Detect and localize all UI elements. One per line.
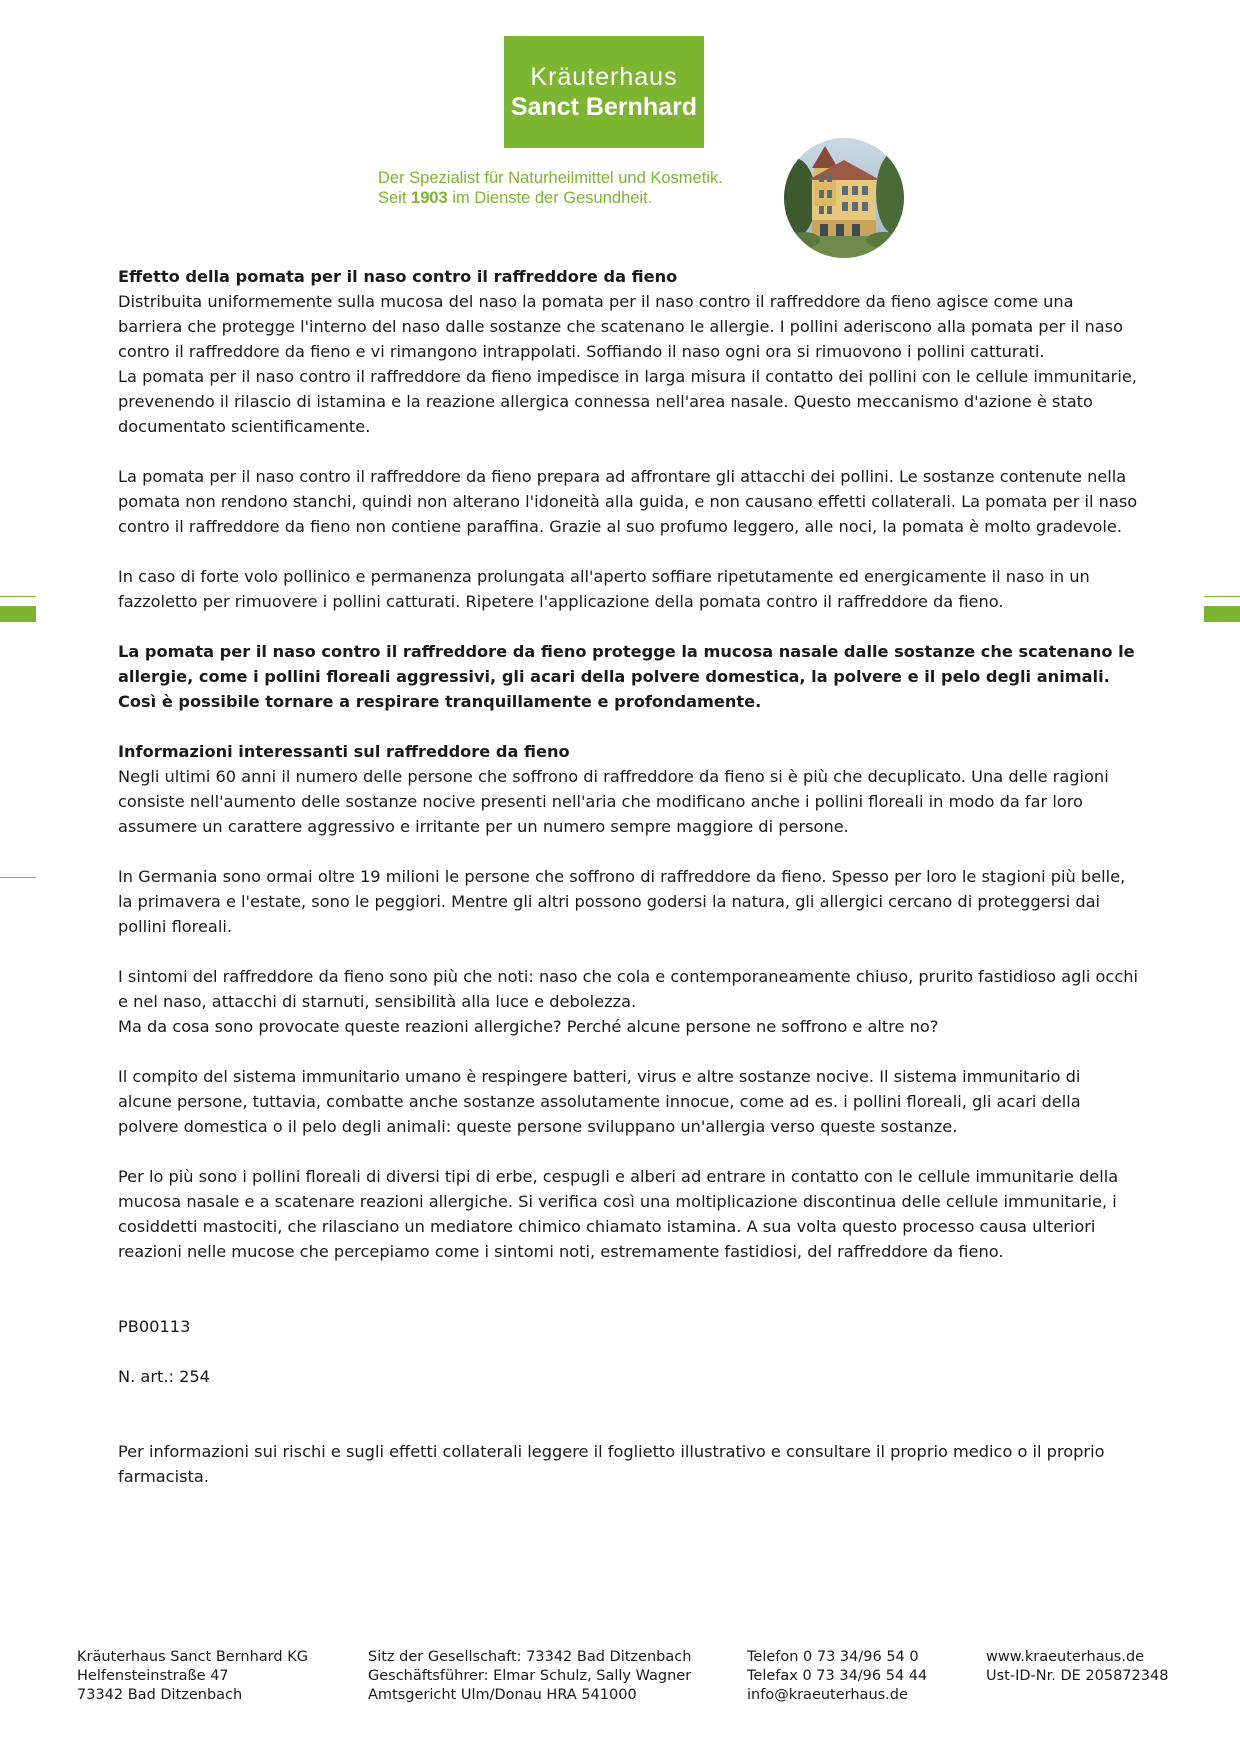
left-punch-mark-line xyxy=(0,877,36,878)
footer-city: 73342 Bad Ditzenbach xyxy=(77,1687,243,1703)
paragraph-germany: In Germania sono ormai oltre 19 milioni le persone che soffrono di raffreddore da fieno. Spesso per loro le stagioni più belle, la primavera e l'estate, sono le peggiori. Mentre gli altri possono godersi la natura, gli allergici cercano di proteggersi dai pollini floreali. xyxy=(118,867,1126,936)
logo-line-2: Sanct Bernhard xyxy=(510,93,698,121)
paragraph-increase: Negli ultimi 60 anni il numero delle persone che soffrono di raffreddore da fieno si è più che decuplicato. Una delle ragioni consiste nell'aumento delle sostanze nocive presenti nell'aria che modificano anche i pollini floreali in modo da far loro assumere un carattere aggressivo e irritante per un numero sempre maggiore di persone. xyxy=(118,767,1109,836)
house-photo xyxy=(784,138,904,258)
paragraph-protection-summary: La pomata per il naso contro il raffreddore da fieno protegge la mucosa nasale dalle sostanze che scatenano le allergie, come i pollini floreali aggressivi, gli acari della polvere domestica, la polvere e il pelo degli animali. Così è possibile tornare a respirare tranquillamente e profondamente. xyxy=(118,642,1135,711)
paragraph-symptoms: I sintomi del raffreddore da fieno sono più che noti: naso che cola e contemporaneamente chiuso, prurito fastidioso agli occhi e nel naso, attacchi di starnuti, sensibilità alla luce e debolezza. xyxy=(118,967,1138,1011)
paragraph-immune-contact: La pomata per il naso contro il raffreddore da fieno impedisce in larga misura il contatto dei pollini con le cellule immunitarie, prevenendo il rilascio di istamina e la reazione allergica connessa nell'area nasale. Questo meccanismo d'azione è stato documentato scientificamente. xyxy=(118,367,1137,436)
left-fold-mark xyxy=(0,606,36,622)
paragraph-usage: In caso di forte volo pollinico e permanenza prolungata all'aperto soffiare ripetutamente ed energicamente il naso in un fazzoletto per rimuovere i pollini catturati. Ripetere l'applicazione della pomata contro il raffreddore da fieno. xyxy=(118,567,1090,611)
footer-street: Helfensteinstraße 47 xyxy=(77,1668,229,1684)
footer-website: www.kraeuterhaus.de xyxy=(986,1649,1145,1665)
footer-fax: Telefax 0 73 34/96 54 44 xyxy=(747,1668,928,1684)
right-fold-mark-line xyxy=(1204,596,1240,597)
footer-web xyxy=(986,1648,1168,1686)
left-fold-mark-line xyxy=(0,596,36,597)
right-fold-mark xyxy=(1204,606,1240,622)
paragraph-immune-system: Il compito del sistema immunitario umano è respingere batteri, virus e altre sostanze nocive. Il sistema immunitario di alcune persone, tuttavia, combatte anche sostanze assolutamente innocue, come ad es. i pollini floreali, gli acari della polvere domestica o il pelo degli animali: queste persone sviluppano un'allergia verso queste sostanze. xyxy=(118,1067,1081,1136)
footer-legal xyxy=(368,1648,691,1705)
tagline-line-2-after: im Dienste der Gesundheit. xyxy=(447,189,653,207)
disclaimer: Per informazioni sui rischi e sugli effetti collaterali leggere il foglietto illustrativo e consultare il proprio medico o il proprio farmacista. xyxy=(118,1442,1105,1486)
tagline-line-2-before: Seit xyxy=(378,189,412,207)
footer-managers: Geschäftsführer: Elmar Schulz, Sally Wagner xyxy=(368,1668,692,1684)
paragraph-question: Ma da cosa sono provocate queste reazioni allergiche? Perché alcune persone ne soffrono e altre no? xyxy=(118,1017,939,1036)
tagline-year: 1903 xyxy=(411,189,448,207)
footer-email: info@kraeuterhaus.de xyxy=(747,1687,908,1703)
footer-company-name: Kräuterhaus Sanct Bernhard KG xyxy=(77,1649,308,1665)
company-logo xyxy=(504,36,704,148)
footer-vat-id: Ust-ID-Nr. DE 205872348 xyxy=(986,1668,1169,1684)
document-body xyxy=(118,264,1138,1489)
paragraph-mechanism: Per lo più sono i pollini floreali di diversi tipi di erbe, cespugli e alberi ad entrare in contatto con le cellule immunitarie della mucosa nasale e a scatenare reazioni allergiche. Si verifica così una moltiplicazione discontinua delle cellule immunitarie, i cosiddetti mastociti, che rilasciano un mediatore chimico chiamato istamina. A sua volta questo processo causa ulteriori reazioni nelle mucose che percepiamo come i sintomi noti, estremamente fastidiosi, del raffreddore da fieno. xyxy=(118,1167,1119,1261)
footer-court: Amtsgericht Ulm/Donau HRA 541000 xyxy=(368,1687,637,1703)
footer-company xyxy=(77,1648,308,1705)
tagline-line-1: Der Spezialist für Naturheilmittel und Kosmetik. xyxy=(378,169,723,187)
article-number: N. art.: 254 xyxy=(118,1367,210,1386)
footer-seat: Sitz der Gesellschaft: 73342 Bad Ditzenbach xyxy=(368,1649,692,1665)
footer-contact xyxy=(747,1648,927,1705)
logo-line-1: Kräuterhaus xyxy=(530,63,678,91)
footer-phone: Telefon 0 73 34/96 54 0 xyxy=(747,1649,919,1665)
section-heading-info: Informazioni interessanti sul raffreddore da fieno xyxy=(118,742,570,761)
section-heading-effect: Effetto della pomata per il naso contro il raffreddore da fieno xyxy=(118,267,678,286)
house-illustration xyxy=(784,138,904,258)
tagline xyxy=(378,168,723,208)
paragraph-preparation: La pomata per il naso contro il raffreddore da fieno prepara ad affrontare gli attacchi dei pollini. Le sostanze contenute nella pomata non rendono stanchi, quindi non alterano l'idoneità alla guida, e non causano effetti collaterali. La pomata per il naso contro il raffreddore da fieno non contiene paraffina. Grazie al suo profumo leggero, alle noci, la pomata è molto gradevole. xyxy=(118,467,1138,536)
product-code: PB00113 xyxy=(118,1317,191,1336)
tagline-line-2 xyxy=(378,188,723,208)
paragraph-barrier: Distribuita uniformemente sulla mucosa del naso la pomata per il naso contro il raffreddore da fieno agisce come una barriera che protegge l'interno del naso dalle sostanze che scatenano le allergie. I pollini aderiscono alla pomata per il naso contro il raffreddore da fieno e vi rimangono intrappolati. Soffiando il naso ogni ora si rimuovono i pollini catturati. xyxy=(118,292,1123,361)
